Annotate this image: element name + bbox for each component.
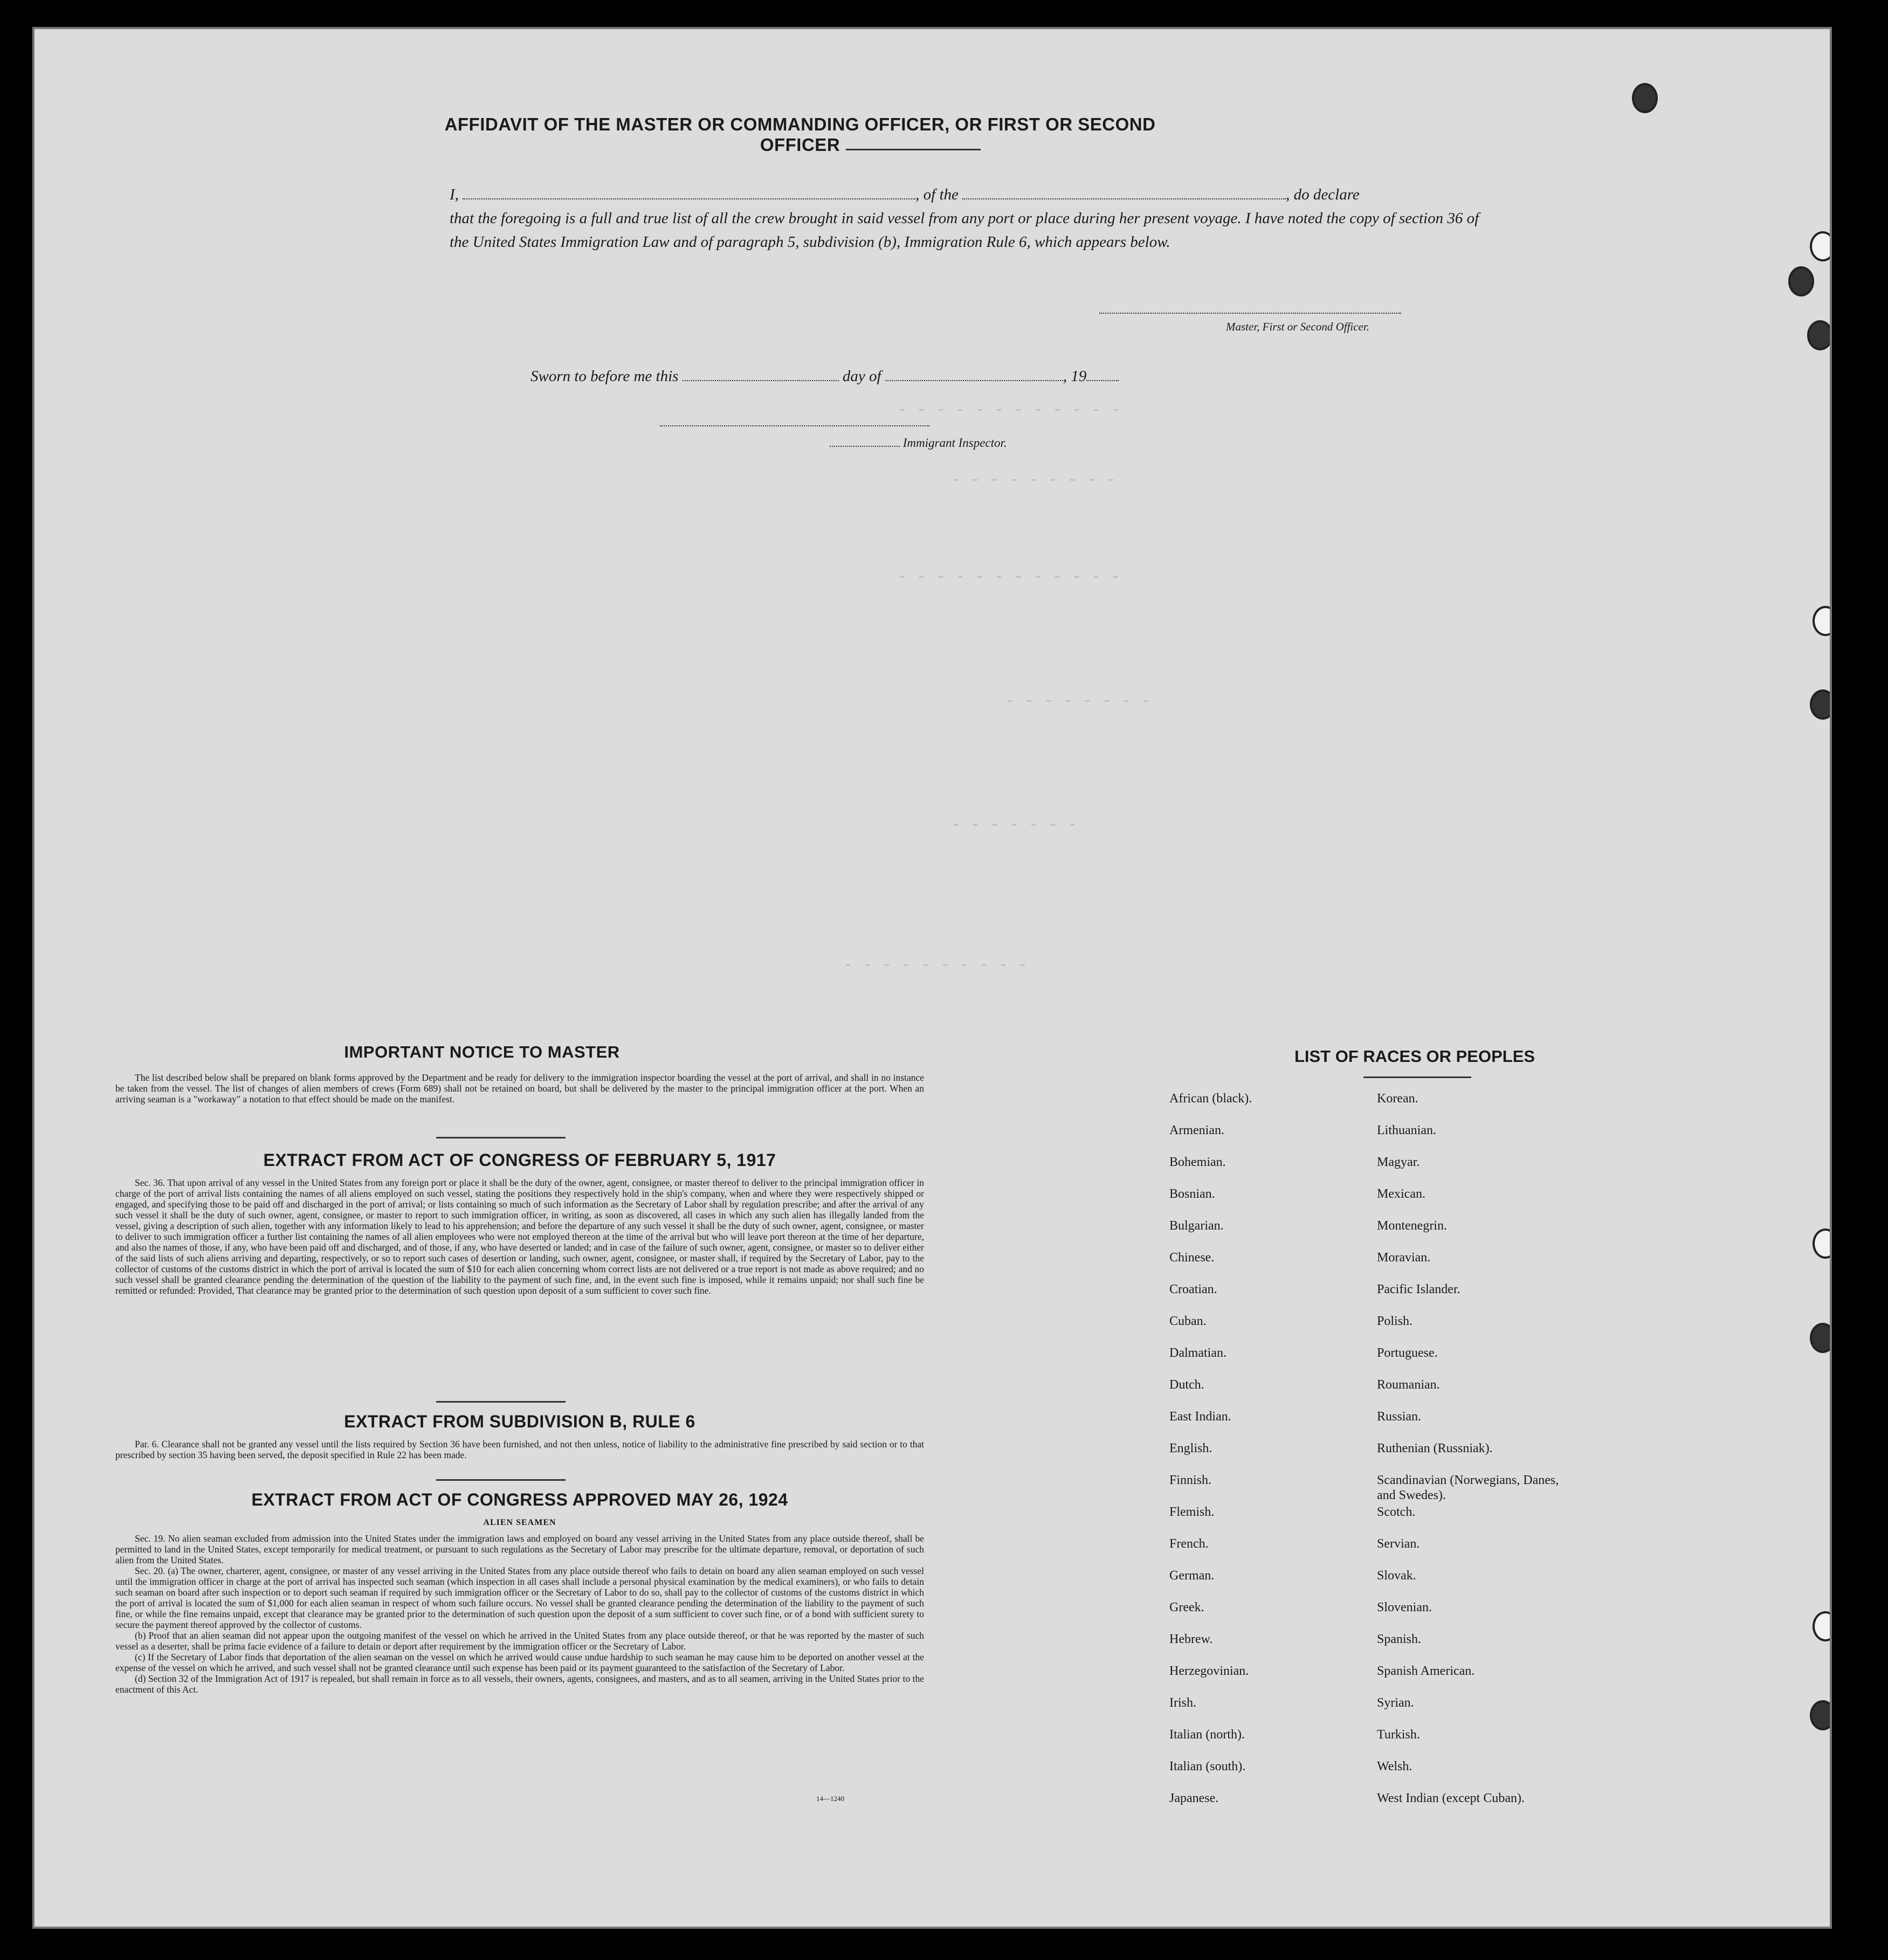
extract-1924-title: EXTRACT FROM ACT OF CONGRESS APPROVED MAY 26, 1924 <box>251 1490 788 1509</box>
inspector-signature-line <box>660 425 929 426</box>
punch-hole <box>1810 231 1832 261</box>
affidavit-of-label: , of the <box>915 186 959 203</box>
race-item: Russian. <box>1377 1410 1422 1424</box>
extract-rule6-text <box>115 1439 924 1460</box>
race-item: East Indian. <box>1169 1410 1231 1424</box>
race-item: Bulgarian. <box>1169 1219 1224 1233</box>
races-left-column <box>1169 1091 1252 1823</box>
race-item: Magyar. <box>1377 1155 1420 1169</box>
race-item: Herzegovinian. <box>1169 1664 1249 1678</box>
signature-caption: Master, First or Second Officer. <box>1226 320 1369 333</box>
section-rule <box>436 1401 566 1403</box>
document-page: - - - - - - - - - - - - - - - - - - - - - - - - - - - - - - - - - - - - - - - - - - - - - - - - - - - - - - - - - - AFFIDAVIT OF THE MASTER OR COMMANDING OFFICER, OR FIRST OR SECOND OFFICER I, , of the , do declare that the foregoing is a full and true list of all the crew brought in said vessel from any port or place during her present voyage. I have noted the copy of section 36 of the United States Immigration Law and of paragraph 5, subdivision (b), Immigration Rule 6, which appears below. Master, First or Second Officer. Sworn to before me this day of , 19 Immigrant Inspector. IMPORTANT NOTICE TO MASTER The list described below shall be prepared on blank forms approved by the Department and be ready for delivery to the immigration inspector boarding the vessel at the port of arrival, and shall in no instance be taken from the vessel. The list of changes of alien members of crews (Form 689) shall not be retained on board, but shall be delivered by the master to the principal immigration officer at the port. When an arriving seaman is a "workaway" a notation to that effect should be made on the manifest. EXTRACT FROM ACT OF CONGRESS OF FEBRUARY 5, 1917 Sec. 36. That upon arrival of any vessel in the United States from any foreign port or place it shall be the duty of the owner, agent, consignee, or master thereof to deliver to the principal immigration officer in charge of the port of arrival lists containing the names of all aliens employed on such vessel, stating the positions they respectively hold in the ship's company, when and where they were respectively shipped or engaged, and specifying those to be paid off and discharged in the port of arrival; or lists containing so much of such information as the Secretary of Labor shall by regulation prescribe; and after the arrival of any such vessel it shall be the duty of such owner, agent, consignee, or master to report to such immigration officer, in writing, as soon as discovered, all cases in which any such alien has illegally landed from the vessel, giving a description of such alien, together with any information likely to lead to his apprehension; and before the departure of any such vessel it shall be the duty of such owner, agent, consignee, or master to deliver to such immigration officer a further list containing the names of all alien employees who were not employed thereon at the time of the arrival but who will leave port thereon at the time of her departure, and also the names of those, if any, who have been paid off and discharged, and of those, if any, who have deserted or landed; and in case of the failure of such owner, agent, consignee, or master so to deliver either of the said lists of such aliens arriving and departing, respectively, or so to report such cases of desertion or landing, such owner, agent, consignee, or master shall, if required by the Secretary of Labor, pay to the collector of customs of the customs district in which the port of arrival is located the sum of $10 for each alien concerning whom correct lists are not delivered or a true report is not made as above required; and no such vessel shall be granted clearance pending the determination of the question of the liability to the payment of such fine, and, in the event such fine is imposed, while it remains unpaid; nor shall such fine be remitted or refunded: Provided, That clearance may be granted prior to the determination of such question upon deposit of a sum sufficient to cover such fine. EXTRACT FROM SUBDIVISION B, RULE 6 Par. 6. Clearance shall not be granted any vessel until the lists required by Section 36 have been furnished, and not then unless, notice of liability to the administrative fine prescribed by said section or to that prescribed by section 35 having been served, the deposit specified in Rule 22 has been made. EXTRACT FROM ACT OF CONGRESS APPROVED MAY 26, 1924 ALIEN SEAMEN Sec. 19. No alien seaman excluded from admission into the United States under the immigration laws and employed on board any vessel arriving in the United States from any place outside thereof, shall be permitted to land in the United States, except temporarily for medical treatment, or pursuant to such regulations as the Secretary of Labor may prescribe for the ultimate departure, removal, or deportation of such alien from the United States. Sec. 20. (a) The owner, charterer, agent, consignee, or master of any vessel arriving in the United States from any place outside thereof who fails to detain on board any alien seaman employed on such vessel until the immigration officer in charge at the port of arrival has inspected such seaman (which inspection in all cases shall include a personal physical examination by the medical examiners), or who fails to detain such seaman on board after such inspection or to deport such seaman if required by such immigration officer or the Secretary of Labor to do so, shall pay to the collector of customs of the customs district in which the port of arrival is located the sum of $1,000 for each alien seaman in respect of whom such failure occurs. No vessel shall be granted clearance pending the determination of the liability to the payment of such fine, or while the fine remains unpaid, except that clearance may be granted prior to the determination of such question upon the deposit of a sum sufficient to cover such fine, or of a bond with sufficient surety to secure the payment thereof approved by the collector of customs. (b) Proof that an alien seaman did not appear upon the outgoing manifest of the vessel on which he arrived in the United States from any place outside thereof, or that he was reported by the master of such vessel as a deserter, shall be prima facie evidence of a failure to detain or deport after requirement by the immigration officer or the Secretary of Labor. (c) If the Secretary of Labor finds that deportation of the alien seaman on the vessel on which he arrived would cause undue hardship to such seaman he may cause him to be deported on another vessel at the expense of the vessel on which he arrived, and such vessel shall not be granted clearance until such expense has been paid or its payment guaranteed to the satisfaction of the Secretary of Labor. (d) Section 32 of the Immigration Act of 1917 is repealed, but shall remain in force as to all vessels, their owners, agents, consignees, and masters, and as to all seamen, arriving in the United States prior to the enactment of this Act. 14—1240 LIST OF RACES OR PEOPLES African (black). Armenian. Bohemian. Bosnian. Bulgarian. Chinese. Croatian. Cuban. Dalmatian. Dutch. East Indian. English. Finnish. Flemish. French. German. Greek. Hebrew. Herzegovinian. Irish. Italian (north). Italian (south). Japanese. Korean. Lithuanian. Magyar. Mexican. Montenegrin. Moravian. Pacific Islander. Polish. Portuguese. Roumanian. Russian. Ruthenian (Russniak). Scandinavian (Norwegians, Danes, and Swedes). Scotch. Servian. Slovak. Slovenian. Spanish. Spanish American. Syrian. Turkish. Welsh. West Indian (except Cuban). <box>32 27 1832 1929</box>
race-item: Roumanian. <box>1377 1378 1440 1392</box>
race-item: Moravian. <box>1377 1251 1431 1265</box>
punch-hole <box>1810 689 1832 720</box>
races-title: LIST OF RACES OR PEOPLES <box>1294 1047 1535 1066</box>
race-item: Croatian. <box>1169 1282 1217 1296</box>
races-title-rule <box>1363 1076 1471 1078</box>
race-item: Ruthenian (Russniak). <box>1377 1441 1493 1455</box>
extract-1924-sec19: Sec. 19. No alien seaman excluded from admission into the United States under the immigration laws and employed on board any vessel arriving in the United States from any place outside thereof, shall be permitted to land in the United States, except temporarily for medical treatment, or pursuant to such regulations as the Secretary of Labor may prescribe for the ultimate departure, removal, or deportation of such alien from the United States. <box>115 1533 924 1565</box>
race-item: Spanish. <box>1377 1632 1422 1646</box>
alien-seamen-subtitle: ALIEN SEAMEN <box>483 1518 556 1527</box>
inspector-line <box>830 436 1007 450</box>
races-right-column <box>1377 1091 1571 1823</box>
race-item: Italian (north). <box>1169 1728 1245 1742</box>
master-name-blank <box>463 185 915 199</box>
form-number: 14—1240 <box>816 1795 844 1803</box>
race-item: Scotch. <box>1377 1505 1416 1519</box>
affidavit-title: AFFIDAVIT OF THE MASTER OR COMMANDING OFFICER, OR FIRST OR SECOND OFFICER <box>444 114 1156 155</box>
race-item: Dutch. <box>1169 1378 1204 1392</box>
inspector-caption: Immigrant Inspector. <box>902 436 1007 450</box>
sworn-day-label: day of <box>842 368 881 385</box>
punch-hole <box>1810 1323 1832 1353</box>
notice-text <box>115 1072 924 1105</box>
title-rule <box>846 149 981 150</box>
race-item: Armenian. <box>1169 1123 1224 1137</box>
punch-hole <box>1813 1229 1832 1259</box>
vessel-name-blank <box>962 185 1286 199</box>
race-item: Pacific Islander. <box>1377 1282 1460 1296</box>
race-item: Portuguese. <box>1377 1346 1438 1360</box>
extract-1917-title: EXTRACT FROM ACT OF CONGRESS OF FEBRUARY 5, 1917 <box>263 1150 776 1170</box>
race-item: Syrian. <box>1377 1696 1414 1710</box>
sworn-date-blank <box>683 369 839 381</box>
extract-1924-sec20d: (d) Section 32 of the Immigration Act of 1917 is repealed, but shall remain in force as to all vessels, their owners, agents, consignees, and masters, and as to all seamen, arriving in the United States prior to the enactment of this Act. <box>115 1673 924 1695</box>
sworn-month-blank <box>885 369 1063 381</box>
extract-1917-text <box>115 1177 924 1296</box>
race-item: Hebrew. <box>1169 1632 1213 1646</box>
race-item: West Indian (except Cuban). <box>1377 1791 1525 1805</box>
race-item: Mexican. <box>1377 1187 1425 1201</box>
section-rule <box>436 1479 566 1481</box>
race-item: Greek. <box>1169 1600 1204 1614</box>
race-item: Lithuanian. <box>1377 1123 1436 1137</box>
sworn-year-label: , 19 <box>1063 368 1087 385</box>
race-item: Chinese. <box>1169 1251 1215 1265</box>
race-item: Italian (south). <box>1169 1759 1246 1773</box>
extract-1924-text <box>115 1533 924 1695</box>
race-item: Irish. <box>1169 1696 1196 1710</box>
extract-1917-paragraph: Sec. 36. That upon arrival of any vessel in the United States from any foreign port or place it shall be the duty of the owner, agent, consignee, or master thereof to deliver to the principal immigration officer in charge of the port of arrival lists containing the names of all aliens employed on such vessel, stating the positions they respectively hold in the ship's company, when and where they were respectively shipped or engaged, and specifying those to be paid off and discharged in the port of arrival; or lists containing so much of such information as the Secretary of Labor shall by regulation prescribe; and after the arrival of any such vessel it shall be the duty of such owner, agent, consignee, or master to report to such immigration officer, in writing, as soon as discovered, all cases in which any such alien has illegally landed from the vessel, giving a description of such alien, together with any information likely to lead to his apprehension; and before the departure of any such vessel it shall be the duty of such owner, agent, consignee, or master to deliver to such immigration officer a further list containing the names of all alien employees who were not employed thereon at the time of the arrival but who will leave port thereon at the time of her departure, and also the names of those, if any, who have been paid off and discharged, and of those, if any, who have deserted or landed; and in case of the failure of such owner, agent, consignee, or master so to deliver either of the said lists of such aliens arriving and departing, respectively, or so to report such cases of desertion or landing, such owner, agent, consignee, or master shall, if required by the Secretary of Labor, pay to the collector of customs of the customs district in which the port of arrival is located the sum of $10 for each alien concerning whom correct lists are not delivered or a true report is not made as above required; and no such vessel shall be granted clearance pending the determination of the question of the liability to the payment of such fine, and, in the event such fine is imposed, while it remains unpaid; nor shall such fine be remitted or refunded: Provided, That clearance may be granted prior to the determination of such question upon deposit of a sum sufficient to cover such fine. <box>115 1177 924 1296</box>
race-item: German. <box>1169 1569 1215 1583</box>
race-item: Montenegrin. <box>1377 1219 1447 1233</box>
sworn-year-blank <box>1086 369 1119 381</box>
race-item: Spanish American. <box>1377 1664 1475 1678</box>
punch-hole <box>1788 266 1814 296</box>
section-rule <box>436 1137 566 1138</box>
sworn-line <box>530 368 1119 385</box>
race-item: Flemish. <box>1169 1505 1215 1519</box>
extract-rule6-title: EXTRACT FROM SUBDIVISION B, RULE 6 <box>344 1412 695 1431</box>
race-item: Scandinavian (Norwegians, Danes, and Swedes). <box>1377 1473 1559 1502</box>
race-item: Finnish. <box>1169 1473 1212 1487</box>
punch-hole <box>1813 1611 1832 1641</box>
sworn-prefix: Sworn to before me this <box>530 368 679 385</box>
affidavit-statement <box>450 183 1496 254</box>
race-item: Polish. <box>1377 1314 1413 1328</box>
affidavit-declaration-line <box>450 183 1496 206</box>
race-item: Servian. <box>1377 1537 1420 1551</box>
notice-paragraph: The list described below shall be prepared on blank forms approved by the Department and be ready for delivery to the immigration inspector boarding the vessel at the port of arrival, and shall in no instance be taken from the vessel. The list of changes of alien members of crews (Form 689) shall not be retained on board, but shall be delivered by the master to the principal immigration officer at the port. When an arriving seaman is a "workaway" a notation to that effect should be made on the manifest. <box>115 1072 924 1105</box>
extract-1924-sec20c: (c) If the Secretary of Labor finds that deportation of the alien seaman on the vessel on which he arrived would cause undue hardship to such seaman he may cause him to be deported on another vessel at the expense of the vessel on which he arrived, and such vessel shall not be granted clearance until such expense has been paid or its payment guaranteed to the satisfaction of the Secretary of Labor. <box>115 1652 924 1673</box>
race-item: Japanese. <box>1169 1791 1219 1805</box>
extract-rule6-paragraph: Par. 6. Clearance shall not be granted any vessel until the lists required by Section 36 have been furnished, and not then unless, notice of liability to the administrative fine prescribed by said section or to that prescribed by section 35 having been served, the deposit specified in Rule 22 has been made. <box>115 1439 924 1460</box>
race-item: Cuban. <box>1169 1314 1207 1328</box>
race-item: Slovenian. <box>1377 1600 1432 1614</box>
punch-hole <box>1632 83 1658 113</box>
race-item: Dalmatian. <box>1169 1346 1226 1360</box>
notice-title: IMPORTANT NOTICE TO MASTER <box>344 1043 620 1061</box>
race-item: English. <box>1169 1441 1212 1455</box>
race-item: Bosnian. <box>1169 1187 1215 1201</box>
race-item: Korean. <box>1377 1092 1418 1106</box>
punch-hole <box>1807 320 1832 350</box>
punch-hole <box>1810 1700 1832 1730</box>
extract-1924-sec20a: Sec. 20. (a) The owner, charterer, agent, consignee, or master of any vessel arriving in the United States from any place outside thereof who fails to detain on board any alien seaman employed on such vessel until the immigration officer in charge at the port of arrival has inspected such seaman (which inspection in all cases shall include a personal physical examination by the medical examiners), or who fails to detain such seaman on board after such inspection or to deport such seaman if required by such immigration officer or the Secretary of Labor to do so, shall pay to the collector of customs of the customs district in which the port of arrival is located the sum of $1,000 for each alien seaman in respect of whom such failure occurs. No vessel shall be granted clearance pending the determination of the liability to the payment of such fine, or while the fine remains unpaid, except that clearance may be granted prior to the determination of such question upon the deposit of a sum sufficient to cover such fine, or of a bond with sufficient surety to secure the payment thereof approved by the collector of customs. <box>115 1565 924 1630</box>
race-item: Welsh. <box>1377 1759 1412 1773</box>
punch-hole <box>1813 606 1832 636</box>
affidavit-body-text: that the foregoing is a full and true list of all the crew brought in said vessel from any port or place during her present voyage. I have noted the copy of section 36 of the United States Immigration Law and of paragraph 5, subdivision (b), Immigration Rule 6, which appears below. <box>450 210 1479 251</box>
extract-1924-sec20b: (b) Proof that an alien seaman did not appear upon the outgoing manifest of the vessel on which he arrived in the United States from any place outside thereof, or that he was reported by the master of such vessel as a deserter, shall be prima facie evidence of a failure to detain or deport after requirement by the immigration officer or the Secretary of Labor. <box>115 1630 924 1652</box>
race-item: French. <box>1169 1537 1209 1551</box>
race-item: Turkish. <box>1377 1728 1420 1742</box>
race-item: African (black). <box>1169 1092 1252 1106</box>
inspector-blank <box>830 438 900 447</box>
affidavit-i-label: I, <box>450 186 459 203</box>
signature-line <box>1099 313 1401 314</box>
race-item: Bohemian. <box>1169 1155 1226 1169</box>
affidavit-declare-label: , do declare <box>1286 186 1360 203</box>
race-item: Slovak. <box>1377 1569 1416 1583</box>
